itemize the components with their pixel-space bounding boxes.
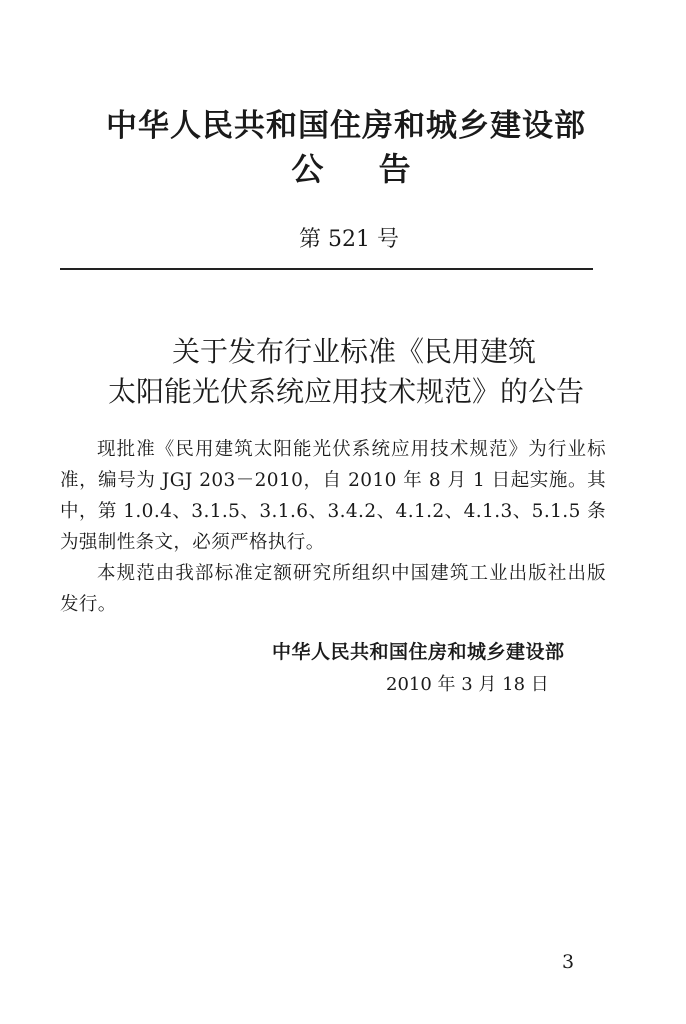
announcement-number: 第 521 号 — [299, 227, 399, 252]
page-number: 3 — [562, 951, 575, 973]
announcement-label: 公 告 — [291, 150, 411, 188]
subject-title-line-1: 关于发布行业标准《民用建筑 — [171, 335, 536, 368]
body-paragraph-2: 本规范由我部标准定额研究所组织中国建筑工业出版社出版发行。 — [60, 563, 606, 615]
subject-title-line-2: 太阳能光伏系统应用技术规范》的公告 — [107, 375, 584, 408]
announcement-body — [60, 434, 606, 620]
signature-organization: 中华人民共和国住房和城乡建设部 — [272, 641, 565, 663]
body-paragraph-1: 现批准《民用建筑太阳能光伏系统应用技术规范》为行业标准，编号为 JGJ 203－2010，自 2010 年 8 月 1 日起实施。其中，第 1.0.4、3.1.5、3.1.6、3.4.2、4.1.2、4.1.3、5.1.5 条为强制性条文，必须严格执行。 — [60, 439, 606, 553]
ministry-title: 中华人民共和国住房和城乡建设部 — [106, 108, 586, 144]
subject-title — [0, 333, 686, 411]
header-divider — [60, 268, 593, 270]
signature-date: 2010 年 3 月 18 日 — [386, 674, 549, 695]
